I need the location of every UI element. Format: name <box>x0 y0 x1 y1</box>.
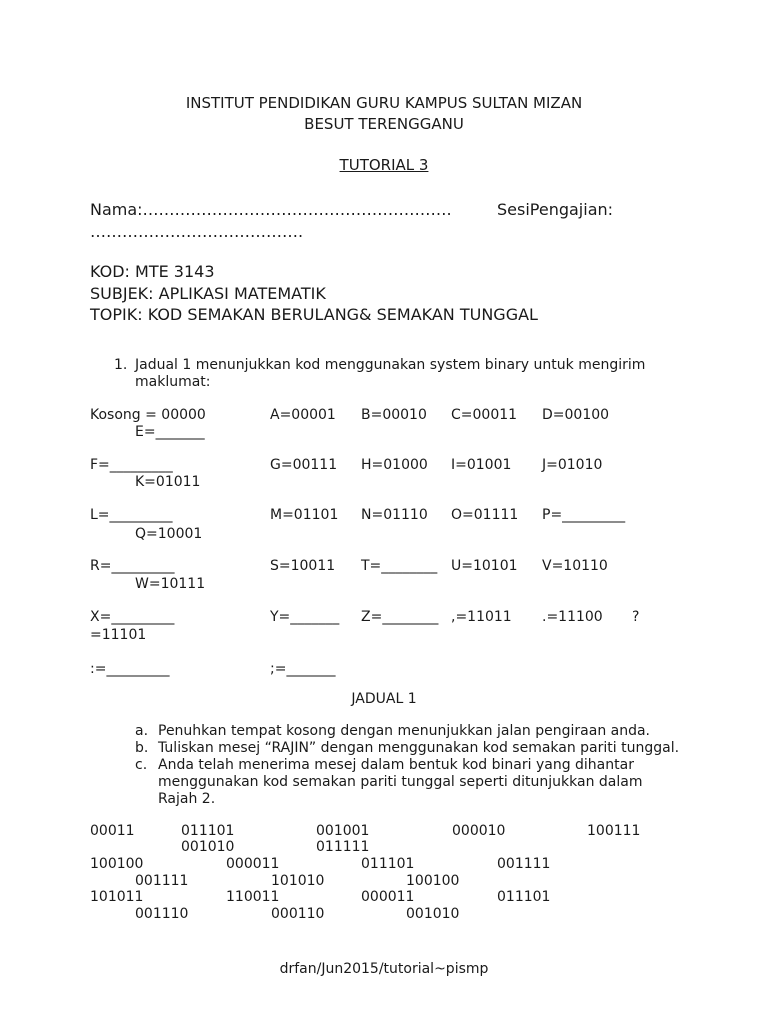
code-cell: ? <box>632 609 640 625</box>
code-cell: Q=10001 <box>135 526 203 542</box>
code-cell: F=_________ <box>90 457 173 473</box>
code-cell: D=00100 <box>542 407 610 423</box>
nama-field: Nama:…………………………………………………. <box>90 200 452 219</box>
code-cell: N=01110 <box>361 507 428 523</box>
binary-code: 011101 <box>361 856 415 872</box>
code-cell: Kosong = 00000 <box>90 407 206 423</box>
binary-code: 001111 <box>135 873 189 889</box>
binary-code: 100100 <box>90 856 144 872</box>
subquestion-label: a. <box>135 723 149 739</box>
binary-code: 100100 <box>406 873 460 889</box>
code-cell: K=01011 <box>135 474 201 490</box>
question-number: 1. <box>114 357 128 373</box>
binary-code: 001010 <box>406 906 460 922</box>
code-cell: =11101 <box>90 627 147 643</box>
code-cell: ;=_______ <box>270 661 336 677</box>
binary-code: 001001 <box>316 823 370 839</box>
table-caption: JADUAL 1 <box>351 691 417 707</box>
binary-code: 00011 <box>90 823 135 839</box>
code-cell: J=01010 <box>542 457 603 473</box>
code-cell: E=_______ <box>135 424 205 440</box>
institution-location: BESUT TERENGGANU <box>304 115 464 133</box>
code-cell: T=________ <box>361 558 438 574</box>
binary-code: 000011 <box>361 889 415 905</box>
sesi-pengajian-dots: …………………………………. <box>90 222 304 241</box>
code-cell: Y=_______ <box>270 609 340 625</box>
code-cell: M=01101 <box>270 507 339 523</box>
subquestion-b: Tuliskan mesej “RAJIN” dengan menggunakan kod semakan pariti tunggal. <box>158 740 680 756</box>
code-cell: U=10101 <box>451 558 518 574</box>
code-cell: .=11100 <box>542 609 603 625</box>
subquestion-c-line1: Anda telah menerima mesej dalam bentuk kod binari yang dihantar <box>158 757 634 773</box>
question-text-line1: Jadual 1 menunjukkan kod menggunakan system binary untuk mengirim <box>135 357 646 373</box>
sesi-pengajian-field: SesiPengajian: <box>497 200 614 219</box>
code-cell: B=00010 <box>361 407 427 423</box>
code-cell: H=01000 <box>361 457 428 473</box>
subquestion-c-line2: menggunakan kod semakan pariti tunggal seperti ditunjukkan dalam <box>158 774 643 790</box>
subquestion-a: Penuhkan tempat kosong dengan menunjukkan jalan pengiraan anda. <box>158 723 651 739</box>
binary-code: 001111 <box>497 856 551 872</box>
tutorial-title-text: TUTORIAL 3 <box>339 156 429 174</box>
code-cell: W=10111 <box>135 576 206 592</box>
binary-code: 011101 <box>181 823 235 839</box>
binary-code: 001010 <box>181 839 235 855</box>
binary-code: 101011 <box>90 889 144 905</box>
code-cell: O=01111 <box>451 507 519 523</box>
binary-code: 000010 <box>452 823 506 839</box>
code-cell: S=10011 <box>270 558 336 574</box>
code-cell: C=00011 <box>451 407 518 423</box>
code-cell: X=_________ <box>90 609 175 625</box>
binary-code: 011111 <box>316 839 370 855</box>
code-cell: G=00111 <box>270 457 338 473</box>
institution-name: INSTITUT PENDIDIKAN GURU KAMPUS SULTAN MIZAN <box>185 94 583 112</box>
code-cell: Z=________ <box>361 609 439 625</box>
code-cell: P=_________ <box>542 507 626 523</box>
binary-code: 100111 <box>587 823 641 839</box>
code-cell: I=01001 <box>451 457 512 473</box>
binary-code: 110011 <box>226 889 280 905</box>
question-text-line2: maklumat: <box>135 374 211 390</box>
subquestion-label: c. <box>135 757 148 773</box>
subquestion-label: b. <box>135 740 149 756</box>
course-code: KOD: MTE 3143 <box>90 262 215 281</box>
subquestion-c-line3: Rajah 2. <box>158 791 216 807</box>
code-cell: V=10110 <box>542 558 608 574</box>
code-cell: :=_________ <box>90 661 170 677</box>
code-cell: L=_________ <box>90 507 173 523</box>
page-footer: drfan/Jun2015/tutorial~pismp <box>279 961 489 977</box>
binary-code: 001110 <box>135 906 189 922</box>
binary-code: 011101 <box>497 889 551 905</box>
code-cell: ,=11011 <box>451 609 512 625</box>
binary-code: 101010 <box>271 873 325 889</box>
binary-code: 000110 <box>271 906 325 922</box>
binary-code: 000011 <box>226 856 280 872</box>
tutorial-title <box>0 156 768 174</box>
subject: SUBJEK: APLIKASI MATEMATIK <box>90 284 326 303</box>
code-cell: R=_________ <box>90 558 175 574</box>
topic: TOPIK: KOD SEMAKAN BERULANG& SEMAKAN TUNGGAL <box>90 305 538 324</box>
code-cell: A=00001 <box>270 407 336 423</box>
